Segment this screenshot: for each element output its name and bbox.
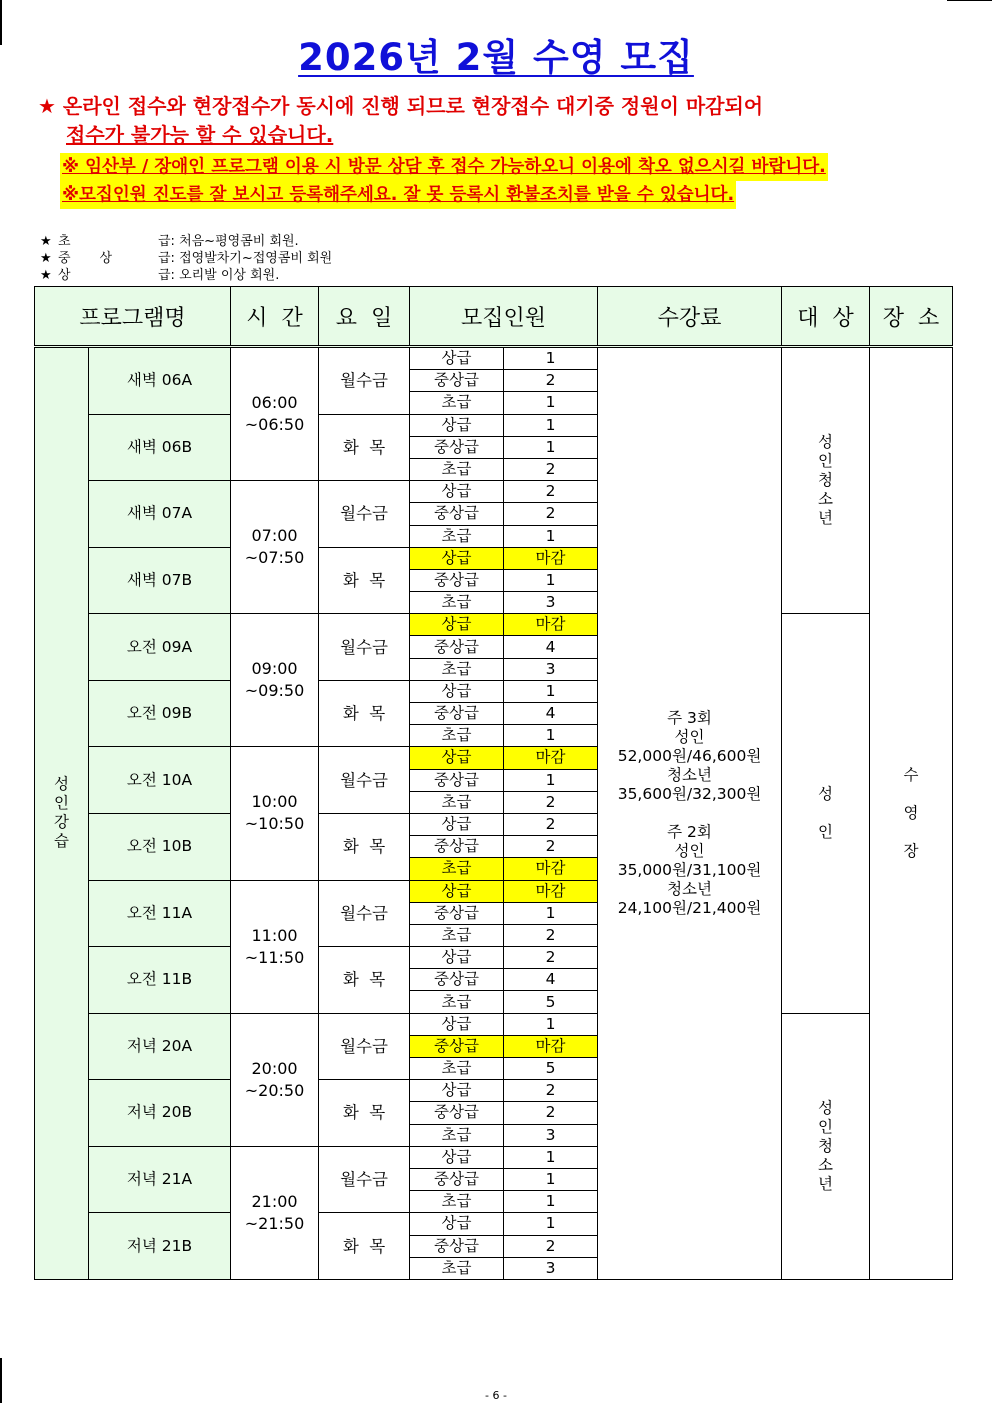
level-cell: 초급 xyxy=(410,658,504,680)
quota-cell: 1 xyxy=(504,392,598,414)
days-cell: 화 목 xyxy=(319,813,410,880)
program-name: 저녁 20B xyxy=(89,1080,231,1147)
level-cell: 상급 xyxy=(410,1080,504,1102)
quota-cell: 2 xyxy=(504,1235,598,1257)
quota-cell: 1 xyxy=(504,1168,598,1190)
days-cell: 화 목 xyxy=(319,1213,410,1280)
level-cell: 중상급 xyxy=(410,1168,504,1190)
header-recruit: 모집인원 xyxy=(410,287,598,347)
quota-cell: 1 xyxy=(504,436,598,458)
level-cell: 상급 xyxy=(410,1146,504,1168)
quota-cell: 3 xyxy=(504,592,598,614)
quota-cell: 1 xyxy=(504,1013,598,1035)
days-cell: 화 목 xyxy=(319,547,410,614)
level-cell: 초급 xyxy=(410,1124,504,1146)
header-time: 시 간 xyxy=(231,287,319,347)
level-cell: 상급 xyxy=(410,1213,504,1235)
quota-cell: 2 xyxy=(504,791,598,813)
table-row xyxy=(35,614,953,636)
header-target: 대 상 xyxy=(782,287,870,347)
level-cell: 중상급 xyxy=(410,836,504,858)
level-cell: 중상급 xyxy=(410,436,504,458)
level-cell: 중상급 xyxy=(410,1102,504,1124)
page-title: 2026년 2월 수영 모집 xyxy=(298,36,694,79)
table-header-row xyxy=(35,287,953,347)
program-name: 저녁 21B xyxy=(89,1213,231,1280)
quota-cell: 4 xyxy=(504,969,598,991)
table-row xyxy=(35,1013,953,1035)
quota-cell: 2 xyxy=(504,458,598,480)
level-cell: 중상급 xyxy=(410,370,504,392)
days-cell: 월수금 xyxy=(319,880,410,947)
notice-sub-line: ※ 임산부 / 장애인 프로그램 이용 시 방문 상담 후 접수 가능하오니 이용에 착오 없으시길 바랍니다. xyxy=(60,153,828,181)
level-cell: 중상급 xyxy=(410,1035,504,1057)
quota-cell: 1 xyxy=(504,525,598,547)
program-name: 오전 10B xyxy=(89,813,231,880)
quota-cell: 5 xyxy=(504,991,598,1013)
level-cell: 초급 xyxy=(410,924,504,946)
program-name: 오전 10A xyxy=(89,747,231,814)
days-cell: 화 목 xyxy=(319,414,410,481)
days-cell: 월수금 xyxy=(319,614,410,681)
level-cell: 초급 xyxy=(410,592,504,614)
quota-cell: 1 xyxy=(504,569,598,591)
star-icon: ★ xyxy=(40,268,52,283)
level-name: 상 xyxy=(58,268,71,283)
closed-badge: 마감 xyxy=(504,880,598,902)
level-cell: 상급 xyxy=(410,347,504,370)
level-cell: 초급 xyxy=(410,858,504,880)
days-cell: 월수금 xyxy=(319,1013,410,1080)
level-cell: 상급 xyxy=(410,1013,504,1035)
level-cell: 초급 xyxy=(410,392,504,414)
quota-cell: 2 xyxy=(504,1102,598,1124)
star-icon: ★ xyxy=(38,94,56,118)
closed-badge: 마감 xyxy=(504,858,598,880)
time-cell: 20:00 ~20:50 xyxy=(231,1013,319,1146)
category-cell: 성 인 강 습 xyxy=(35,347,89,1280)
notice-main-line2: 접수가 불가능 할 수 있습니다. xyxy=(66,123,334,147)
target-cell: 성 인 청 소 년 xyxy=(782,347,870,614)
time-cell: 21:00 ~21:50 xyxy=(231,1146,319,1279)
quota-cell: 1 xyxy=(504,902,598,924)
level-cell: 상급 xyxy=(410,680,504,702)
program-name: 오전 11A xyxy=(89,880,231,947)
level-cell: 초급 xyxy=(410,1191,504,1213)
level-legend xyxy=(40,233,332,284)
level-cell: 상급 xyxy=(410,414,504,436)
closed-badge: 마감 xyxy=(504,547,598,569)
star-icon: ★ xyxy=(40,234,52,249)
closed-badge: 마감 xyxy=(504,747,598,769)
closed-badge: 마감 xyxy=(504,1035,598,1057)
level-cell: 중상급 xyxy=(410,636,504,658)
notice-main xyxy=(38,92,763,150)
level-cell: 초급 xyxy=(410,1058,504,1080)
quota-cell: 3 xyxy=(504,658,598,680)
level-cell: 중상급 xyxy=(410,569,504,591)
level-cell: 초급 xyxy=(410,458,504,480)
fee-cell: 주 3회 성인 52,000원/46,600원 청소년 35,600원/32,300원 주 2회 성인 35,000원/31,100원 청소년 24,100원/21,400원 xyxy=(598,347,782,1280)
quota-cell: 1 xyxy=(504,769,598,791)
program-name: 새벽 06B xyxy=(89,414,231,481)
level-desc: 급: 처음~평영콤비 회원. xyxy=(158,234,299,249)
days-cell: 월수금 xyxy=(319,347,410,415)
level-name: 초 xyxy=(58,234,71,249)
level-cell: 초급 xyxy=(410,791,504,813)
table-row xyxy=(35,347,953,370)
header-program: 프로그램명 xyxy=(35,287,231,347)
schedule-body xyxy=(35,347,953,1280)
days-cell: 월수금 xyxy=(319,1146,410,1213)
crop-mark-top-right xyxy=(947,0,992,10)
quota-cell: 2 xyxy=(504,370,598,392)
program-name: 새벽 07A xyxy=(89,481,231,548)
program-name: 오전 09A xyxy=(89,614,231,681)
program-name: 저녁 21A xyxy=(89,1146,231,1213)
quota-cell: 1 xyxy=(504,725,598,747)
days-cell: 화 목 xyxy=(319,680,410,747)
level-cell: 중상급 xyxy=(410,503,504,525)
quota-cell: 2 xyxy=(504,503,598,525)
level-cell: 중상급 xyxy=(410,769,504,791)
time-cell: 06:00 ~06:50 xyxy=(231,347,319,481)
level-cell: 상급 xyxy=(410,747,504,769)
level-cell: 초급 xyxy=(410,991,504,1013)
days-cell: 화 목 xyxy=(319,947,410,1014)
level-cell: 중상급 xyxy=(410,969,504,991)
quota-cell: 1 xyxy=(504,414,598,436)
days-cell: 월수금 xyxy=(319,747,410,814)
level-cell: 초급 xyxy=(410,525,504,547)
level-desc: 급: 오리발 이상 회원. xyxy=(158,268,280,283)
quota-cell: 2 xyxy=(504,813,598,835)
quota-cell: 2 xyxy=(504,1080,598,1102)
header-days: 요 일 xyxy=(319,287,410,347)
quota-cell: 3 xyxy=(504,1124,598,1146)
notice-sub-line: ※모집인원 진도를 잘 보시고 등록해주세요. 잘 못 등록시 환불조치를 받을 수 있습니다. xyxy=(60,181,736,209)
star-icon: ★ xyxy=(40,251,52,266)
header-fee: 수강료 xyxy=(598,287,782,347)
days-cell: 월수금 xyxy=(319,481,410,548)
program-name: 새벽 07B xyxy=(89,547,231,614)
level-cell: 상급 xyxy=(410,481,504,503)
days-cell: 화 목 xyxy=(319,1080,410,1147)
quota-cell: 1 xyxy=(504,1191,598,1213)
level-cell: 중상급 xyxy=(410,1235,504,1257)
level-cell: 상급 xyxy=(410,547,504,569)
page-number: - 6 - xyxy=(485,1389,507,1402)
place-cell: 수 영 장 xyxy=(870,347,953,1280)
level-cell: 상급 xyxy=(410,614,504,636)
level-cell: 상급 xyxy=(410,880,504,902)
time-cell: 11:00 ~11:50 xyxy=(231,880,319,1013)
notice-main-line1: 온라인 접수와 현장접수가 동시에 진행 되므로 현장접수 대기중 정원이 마감되어 xyxy=(62,94,764,118)
quota-cell: 4 xyxy=(504,703,598,725)
program-name: 오전 09B xyxy=(89,680,231,747)
quota-cell: 5 xyxy=(504,1058,598,1080)
level-name: 중 상 xyxy=(58,251,113,266)
program-name: 새벽 06A xyxy=(89,347,231,415)
target-cell: 성 인 청 소 년 xyxy=(782,1013,870,1279)
target-cell: 성 인 xyxy=(782,614,870,1013)
time-cell: 09:00 ~09:50 xyxy=(231,614,319,747)
time-cell: 07:00 ~07:50 xyxy=(231,481,319,614)
closed-badge: 마감 xyxy=(504,614,598,636)
level-cell: 초급 xyxy=(410,725,504,747)
header-place: 장 소 xyxy=(870,287,953,347)
level-cell: 상급 xyxy=(410,947,504,969)
level-desc: 급: 접영발차기~접영콤비 회원 xyxy=(158,251,333,266)
quota-cell: 1 xyxy=(504,347,598,370)
level-cell: 중상급 xyxy=(410,703,504,725)
level-cell: 상급 xyxy=(410,813,504,835)
program-name: 저녁 20A xyxy=(89,1013,231,1080)
notice-sub xyxy=(60,153,828,209)
program-name: 오전 11B xyxy=(89,947,231,1014)
quota-cell: 2 xyxy=(504,947,598,969)
quota-cell: 2 xyxy=(504,836,598,858)
quota-cell: 1 xyxy=(504,1146,598,1168)
time-cell: 10:00 ~10:50 xyxy=(231,747,319,880)
quota-cell: 3 xyxy=(504,1257,598,1279)
quota-cell: 2 xyxy=(504,924,598,946)
quota-cell: 2 xyxy=(504,481,598,503)
quota-cell: 4 xyxy=(504,636,598,658)
level-cell: 초급 xyxy=(410,1257,504,1279)
quota-cell: 1 xyxy=(504,1213,598,1235)
level-cell: 중상급 xyxy=(410,902,504,924)
quota-cell: 1 xyxy=(504,680,598,702)
schedule-table xyxy=(34,286,953,1280)
